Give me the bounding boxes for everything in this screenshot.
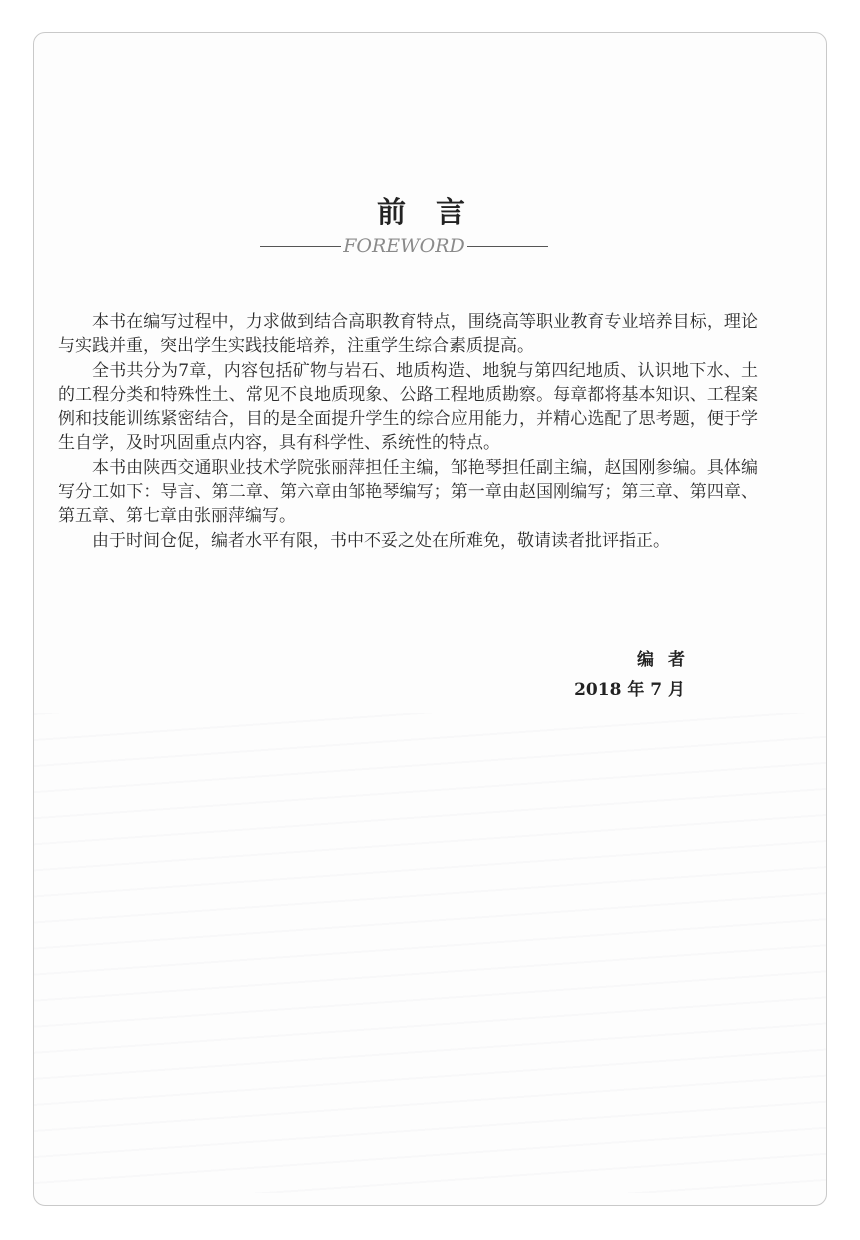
- foreword-body: [58, 310, 758, 553]
- show-through-texture: [34, 713, 826, 1193]
- paragraph-2: 全书共分为7章，内容包括矿物与岩石、地质构造、地貌与第四纪地质、认识地下水、土的工程分类和特殊性土、常见不良地质现象、公路工程地质勘察。每章都将基本知识、工程案例和技能训练紧密结合，目的是全面提升学生的综合应用能力，并精心选配了思考题，便于学生自学，及时巩固重点内容，具有科学性、系统性的特点。: [58, 360, 758, 454]
- signature-author: 编者: [637, 650, 699, 670]
- book-page: [33, 32, 827, 1206]
- signature-date: 2018 年 7 月: [574, 680, 685, 700]
- paragraph-1: 本书在编写过程中，力求做到结合高职教育特点，围绕高等职业教育专业培养目标，理论与实践并重，突出学生实践技能培养，注重学生综合素质提高。: [58, 312, 758, 357]
- right-rule: [467, 246, 548, 247]
- page-subtitle: FOREWORD: [343, 235, 465, 257]
- paragraph-4: 由于时间仓促，编者水平有限，书中不妥之处在所难免，敬请读者批评指正。: [92, 530, 670, 551]
- signature-block: [34, 645, 699, 705]
- page-title: 前言: [376, 195, 495, 229]
- subtitle-row: [260, 233, 548, 259]
- left-rule: [260, 246, 341, 247]
- paragraph-3: 本书由陕西交通职业技术学院张丽萍担任主编，邹艳琴担任副主编，赵国刚参编。具体编写分工如下：导言、第二章、第六章由邹艳琴编写；第一章由赵国刚编写；第三章、第四章、第五章、第七章由张丽萍编写。: [58, 457, 758, 527]
